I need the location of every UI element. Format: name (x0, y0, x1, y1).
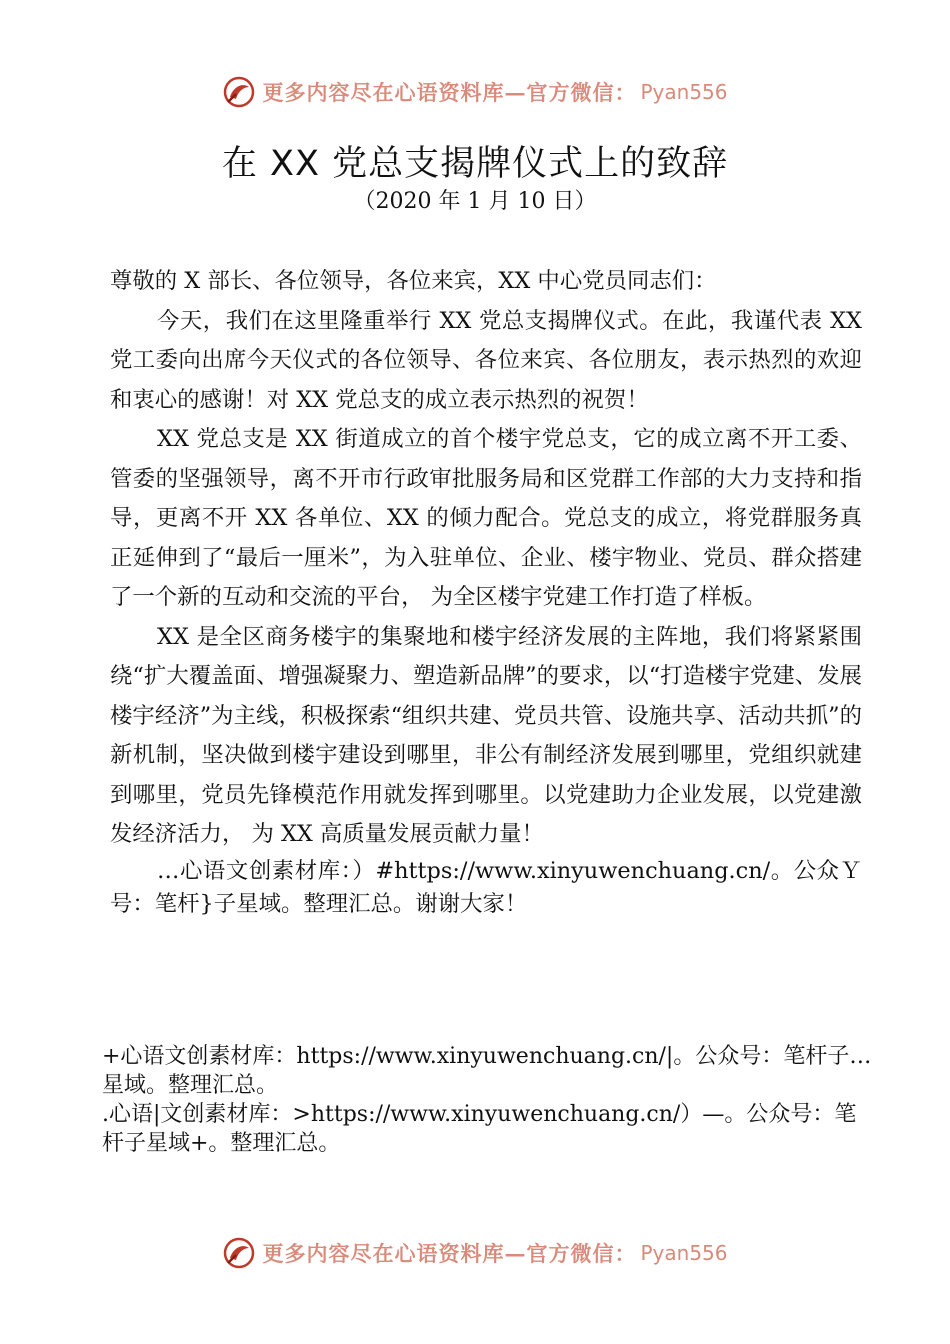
paragraph-4: …心语文创素材库：）#https://www.xinyuwenchuang.cn/。公众Ｙ号：笔杆}子星域。整理汇总。谢谢大家！ (110, 857, 862, 917)
document-body (110, 262, 862, 921)
banner-text: 更多内容尽在心语资料库—官方微信： (262, 80, 637, 105)
logo-icon (222, 75, 256, 109)
source-notes (102, 1042, 872, 1158)
paragraph-1: 今天，我们在这里隆重举行 XX 党总支揭牌仪式。在此，我谨代表 XX 党工委向出席今天仪式的各位领导、各位来宾、各位朋友，表示热烈的欢迎和衷心的感谢！对 XX 党总支的成立表示热烈的祝贺！ (110, 307, 862, 413)
logo-icon (222, 1236, 256, 1270)
banner-text: 更多内容尽在心语资料库—官方微信： (262, 1241, 637, 1266)
document-date: （2020 年 1 月 10 日） (353, 189, 597, 214)
source-note: .心语|文创素材库：>https://www.xinyuwenchuang.cn/）—。公众号：笔杆子星域+。整理汇总。 (102, 1102, 857, 1156)
source-note: +心语文创素材库：https://www.xinyuwenchuang.cn/|。公众号：笔杆子…星域。整理汇总。 (102, 1044, 872, 1098)
greeting: 尊敬的 X 部长、各位领导，各位来宾，XX 中心党员同志们： (110, 268, 717, 294)
document-title: 在 XX 党总支揭牌仪式上的致辞 (221, 144, 729, 184)
banner-wechat-id: Pyan556 (640, 80, 728, 104)
footer-banner (0, 1233, 950, 1273)
header-banner (0, 72, 950, 112)
paragraph-2: XX 党总支是 XX 街道成立的首个楼宇党总支，它的成立离不开工委、管委的坚强领导，离不开市行政审批服务局和区党群工作部的大力支持和指导，更离不开 XX 各单位、XX 的倾力配合。党总支的成立，将党群服务真正延伸到了“最后一厘米”，为入驻单位、企业、楼宇物业、党员、群众搭建了一个新的互动和交流的平台， 为全区楼宇党建工作打造了样板。 (110, 426, 862, 610)
banner-wechat-id: Pyan556 (640, 1241, 728, 1265)
paragraph-3: XX 是全区商务楼宇的集聚地和楼宇经济发展的主阵地，我们将紧紧围绕“扩大覆盖面、增强凝聚力、塑造新品牌”的要求，以“打造楼宇党建、发展楼宇经济”为主线，积极探索“组织共建、党员共管、设施共享、活动共抓”的新机制，坚决做到楼宇建设到哪里，非公有制经济发展到哪里，党组织就建到哪里，党员先锋模范作用就发挥到哪里。以党建助力企业发展，以党建激发经济活力， 为 XX 高质量发展贡献力量！ (110, 623, 862, 847)
